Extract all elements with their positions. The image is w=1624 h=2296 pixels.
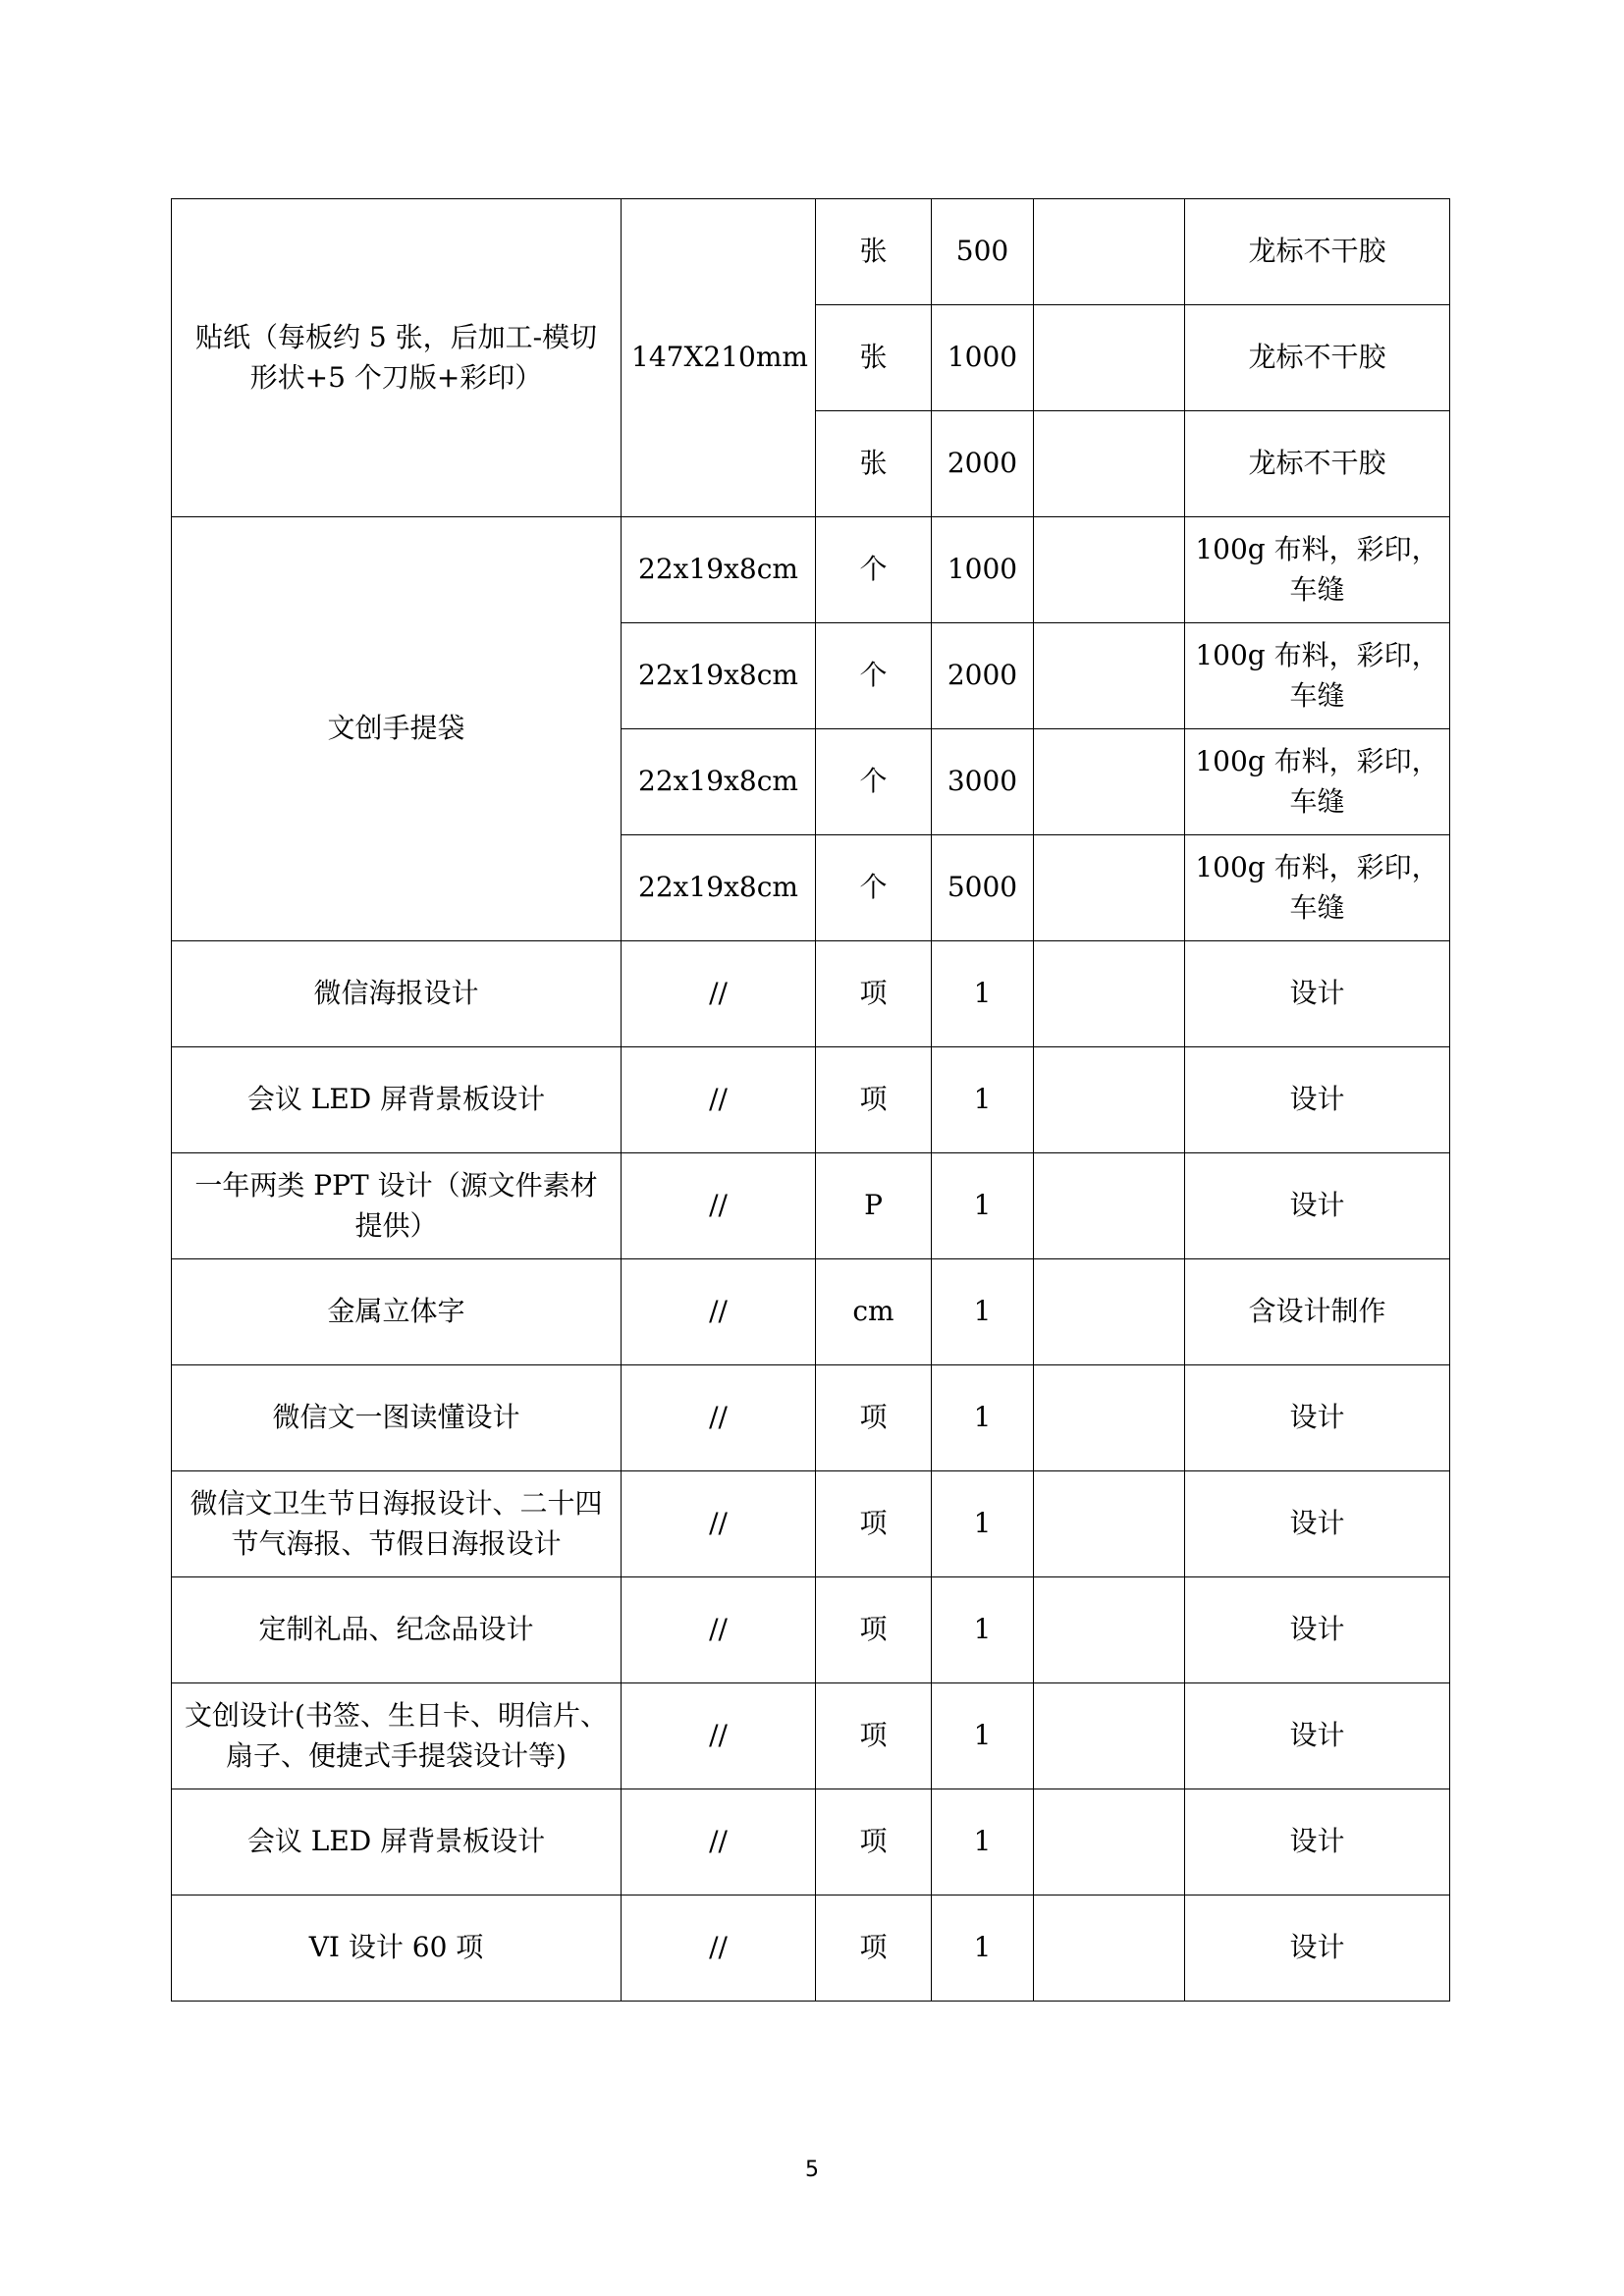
spec-cell: 22x19x8cm bbox=[622, 623, 816, 729]
unit-cell: 个 bbox=[816, 729, 932, 835]
quantity-cell: 1 bbox=[932, 1047, 1034, 1153]
price-cell bbox=[1034, 1683, 1185, 1789]
note-cell: 设计 bbox=[1185, 1047, 1450, 1153]
note-cell: 设计 bbox=[1185, 1153, 1450, 1259]
price-cell bbox=[1034, 199, 1185, 305]
item-name-cell: 微信文一图读懂设计 bbox=[172, 1365, 622, 1471]
table-row bbox=[172, 1047, 1450, 1153]
quantity-cell: 1000 bbox=[932, 517, 1034, 623]
quantity-cell: 1 bbox=[932, 1683, 1034, 1789]
table-row bbox=[172, 1153, 1450, 1259]
table-row bbox=[172, 1259, 1450, 1365]
unit-cell: 项 bbox=[816, 941, 932, 1047]
quantity-cell: 3000 bbox=[932, 729, 1034, 835]
note-cell: 设计 bbox=[1185, 941, 1450, 1047]
price-cell bbox=[1034, 1365, 1185, 1471]
quantity-cell: 2000 bbox=[932, 623, 1034, 729]
price-cell bbox=[1034, 835, 1185, 941]
price-cell bbox=[1034, 1896, 1185, 2002]
note-cell: 龙标不干胶 bbox=[1185, 305, 1450, 411]
table-row bbox=[172, 1471, 1450, 1577]
spec-cell: // bbox=[622, 1577, 816, 1683]
note-cell: 设计 bbox=[1185, 1683, 1450, 1789]
item-name-cell: 定制礼品、纪念品设计 bbox=[172, 1577, 622, 1683]
page-number: 5 bbox=[805, 2158, 819, 2182]
quantity-cell: 1 bbox=[932, 1365, 1034, 1471]
unit-cell: 项 bbox=[816, 1365, 932, 1471]
quantity-cell: 5000 bbox=[932, 835, 1034, 941]
note-cell: 100g 布料，彩印，车缝 bbox=[1185, 729, 1450, 835]
unit-cell: 项 bbox=[816, 1047, 932, 1153]
note-cell: 龙标不干胶 bbox=[1185, 411, 1450, 517]
price-cell bbox=[1034, 941, 1185, 1047]
unit-cell: 张 bbox=[816, 199, 932, 305]
item-name-cell: 微信海报设计 bbox=[172, 941, 622, 1047]
price-cell bbox=[1034, 411, 1185, 517]
spec-cell: // bbox=[622, 941, 816, 1047]
unit-cell: P bbox=[816, 1153, 932, 1259]
price-cell bbox=[1034, 623, 1185, 729]
price-cell bbox=[1034, 517, 1185, 623]
price-cell bbox=[1034, 305, 1185, 411]
spec-cell: // bbox=[622, 1153, 816, 1259]
note-cell: 100g 布料，彩印，车缝 bbox=[1185, 623, 1450, 729]
spec-cell: // bbox=[622, 1047, 816, 1153]
unit-cell: 项 bbox=[816, 1577, 932, 1683]
spec-cell: 22x19x8cm bbox=[622, 517, 816, 623]
item-name-cell: VI 设计 60 项 bbox=[172, 1896, 622, 2002]
quantity-cell: 2000 bbox=[932, 411, 1034, 517]
item-name-cell: 会议 LED 屏背景板设计 bbox=[172, 1789, 622, 1896]
unit-cell: 张 bbox=[816, 411, 932, 517]
unit-cell: 项 bbox=[816, 1896, 932, 2002]
table-row bbox=[172, 199, 1450, 305]
item-name-cell: 文创设计(书签、生日卡、明信片、扇子、便捷式手提袋设计等) bbox=[172, 1683, 622, 1789]
table-row bbox=[172, 1365, 1450, 1471]
table-row bbox=[172, 517, 1450, 623]
quantity-cell: 1 bbox=[932, 1577, 1034, 1683]
unit-cell: 项 bbox=[816, 1789, 932, 1896]
quotation-table bbox=[171, 198, 1450, 2002]
table-row bbox=[172, 1683, 1450, 1789]
price-cell bbox=[1034, 1789, 1185, 1896]
price-cell bbox=[1034, 729, 1185, 835]
quantity-cell: 1000 bbox=[932, 305, 1034, 411]
unit-cell: 个 bbox=[816, 517, 932, 623]
price-cell bbox=[1034, 1259, 1185, 1365]
price-cell bbox=[1034, 1153, 1185, 1259]
item-name-cell: 贴纸（每板约 5 张，后加工-模切形状+5 个刀版+彩印） bbox=[172, 199, 622, 517]
unit-cell: 张 bbox=[816, 305, 932, 411]
table-row bbox=[172, 941, 1450, 1047]
quantity-cell: 1 bbox=[932, 1153, 1034, 1259]
note-cell: 设计 bbox=[1185, 1365, 1450, 1471]
table-row bbox=[172, 1896, 1450, 2002]
unit-cell: 项 bbox=[816, 1471, 932, 1577]
spec-cell: 147X210mm bbox=[622, 199, 816, 517]
quantity-cell: 1 bbox=[932, 1896, 1034, 2002]
quantity-cell: 1 bbox=[932, 1259, 1034, 1365]
table-row bbox=[172, 1577, 1450, 1683]
item-name-cell: 文创手提袋 bbox=[172, 517, 622, 941]
spec-cell: 22x19x8cm bbox=[622, 729, 816, 835]
price-cell bbox=[1034, 1577, 1185, 1683]
spec-cell: 22x19x8cm bbox=[622, 835, 816, 941]
unit-cell: cm bbox=[816, 1259, 932, 1365]
spec-cell: // bbox=[622, 1365, 816, 1471]
note-cell: 含设计制作 bbox=[1185, 1259, 1450, 1365]
price-cell bbox=[1034, 1471, 1185, 1577]
item-name-cell: 一年两类 PPT 设计（源文件素材提供） bbox=[172, 1153, 622, 1259]
spec-cell: // bbox=[622, 1896, 816, 2002]
spec-cell: // bbox=[622, 1471, 816, 1577]
item-name-cell: 金属立体字 bbox=[172, 1259, 622, 1365]
unit-cell: 项 bbox=[816, 1683, 932, 1789]
note-cell: 100g 布料，彩印，车缝 bbox=[1185, 835, 1450, 941]
unit-cell: 个 bbox=[816, 835, 932, 941]
unit-cell: 个 bbox=[816, 623, 932, 729]
item-name-cell: 会议 LED 屏背景板设计 bbox=[172, 1047, 622, 1153]
note-cell: 设计 bbox=[1185, 1471, 1450, 1577]
quantity-cell: 500 bbox=[932, 199, 1034, 305]
quantity-cell: 1 bbox=[932, 941, 1034, 1047]
table-row bbox=[172, 1789, 1450, 1896]
quantity-cell: 1 bbox=[932, 1471, 1034, 1577]
quantity-cell: 1 bbox=[932, 1789, 1034, 1896]
note-cell: 龙标不干胶 bbox=[1185, 199, 1450, 305]
note-cell: 100g 布料，彩印，车缝 bbox=[1185, 517, 1450, 623]
spec-cell: // bbox=[622, 1789, 816, 1896]
note-cell: 设计 bbox=[1185, 1896, 1450, 2002]
spec-cell: // bbox=[622, 1683, 816, 1789]
note-cell: 设计 bbox=[1185, 1577, 1450, 1683]
spec-cell: // bbox=[622, 1259, 816, 1365]
price-cell bbox=[1034, 1047, 1185, 1153]
note-cell: 设计 bbox=[1185, 1789, 1450, 1896]
item-name-cell: 微信文卫生节日海报设计、二十四节气海报、节假日海报设计 bbox=[172, 1471, 622, 1577]
